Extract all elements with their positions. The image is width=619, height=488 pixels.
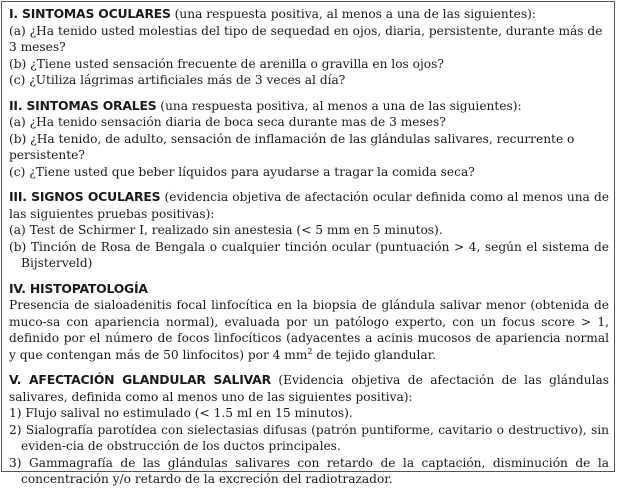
- section-oral-symptoms: [9, 98, 609, 181]
- superscript: 2: [307, 346, 313, 356]
- list-item: (c) ¿Tiene usted que beber líquidos para ayudarse a tragar la comida seca?: [9, 164, 475, 179]
- section-intro: (una respuesta positiva, al menos a una de las siguientes):: [170, 7, 536, 21]
- list-item: 1) Flujo salival no estimulado (< 1.5 ml en 15 minutos).: [9, 406, 353, 420]
- criteria-content: [9, 6, 609, 488]
- section-ocular-signs: [9, 189, 609, 272]
- list-item: 2) Sialografía parotídea con sielectasias difusas (patrón puntiforme, cavitario o destructivo), sin eviden-cia de obstrucción de los ductos principales.: [9, 422, 609, 453]
- section-intro: (Evidencia objetiva de afectación de las glándulas salivares, definida como al menos uno de las siguientes positiva):: [9, 373, 609, 404]
- section-title: II. SINTOMAS ORALES: [9, 97, 157, 113]
- list-item: (a) Test de Schirmer I, realizado sin anestesia (< 5 mm en 5 minutos).: [9, 223, 443, 237]
- section-title: V. AFECTACIÓN GLANDULAR SALIVAR: [9, 372, 271, 387]
- section-histopathology: [9, 281, 609, 364]
- list-item: (c) ¿Utiliza lágrimas artificiales más de 3 veces al día?: [9, 73, 346, 87]
- section-salivary-gland: [9, 372, 609, 488]
- section-title: I. SINTOMAS OCULARES: [9, 6, 171, 21]
- criteria-box: [1, 1, 615, 486]
- section-body: Presencia de sialoadenitis focal linfocítica en la biopsia de glándula salivar menor (obtenida de muco-sa con apariencia normal), evaluada por un patólogo experto, con un focus score > 1, definido por el número de focos linfocíticos (adyacentes a acinis mucosos de apariencia normal y que contengan más de 50 linfocitos) por 4 $mm^2$ de tejido glandular.: [9, 298, 609, 362]
- list-item: (b) ¿Tiene usted sensación frecuente de arenilla o gravilla en los ojos?: [9, 56, 444, 71]
- list-item: (a) ¿Ha tenido sensación diaria de boca seca durante mas de 3 meses?: [9, 115, 446, 129]
- section-title: IV. HISTOPATOLOGÍA: [9, 280, 148, 296]
- section-intro: (una respuesta positiva, al menos a una de las siguientes):: [156, 98, 522, 113]
- list-item: (b) ¿Ha tenido, de adulto, sensación de inflamación de las glándulas salivares, recurrente o persistente?: [9, 131, 575, 162]
- list-item: (b) Tinción de Rosa de Bengala o cualquier tinción ocular (puntuación > 4, según el sistema de Bijsterveld): [9, 239, 609, 270]
- list-item: 3) Gammagrafía de las glándulas salivares con retardo de la captación, disminución de la concentración y/o retardo de la excreción del radiotrazador.: [9, 455, 609, 486]
- section-ocular-symptoms: [9, 6, 609, 89]
- section-intro: (evidencia objetiva de afectación ocular definida como al menos una de las siguientes pruebas positivas):: [9, 190, 609, 221]
- section-title: III. SIGNOS OCULARES: [9, 189, 161, 204]
- list-item: (a) ¿Ha tenido usted molestias del tipo de sequedad en ojos, diaria, persistente, durante más de 3 meses?: [9, 23, 603, 54]
